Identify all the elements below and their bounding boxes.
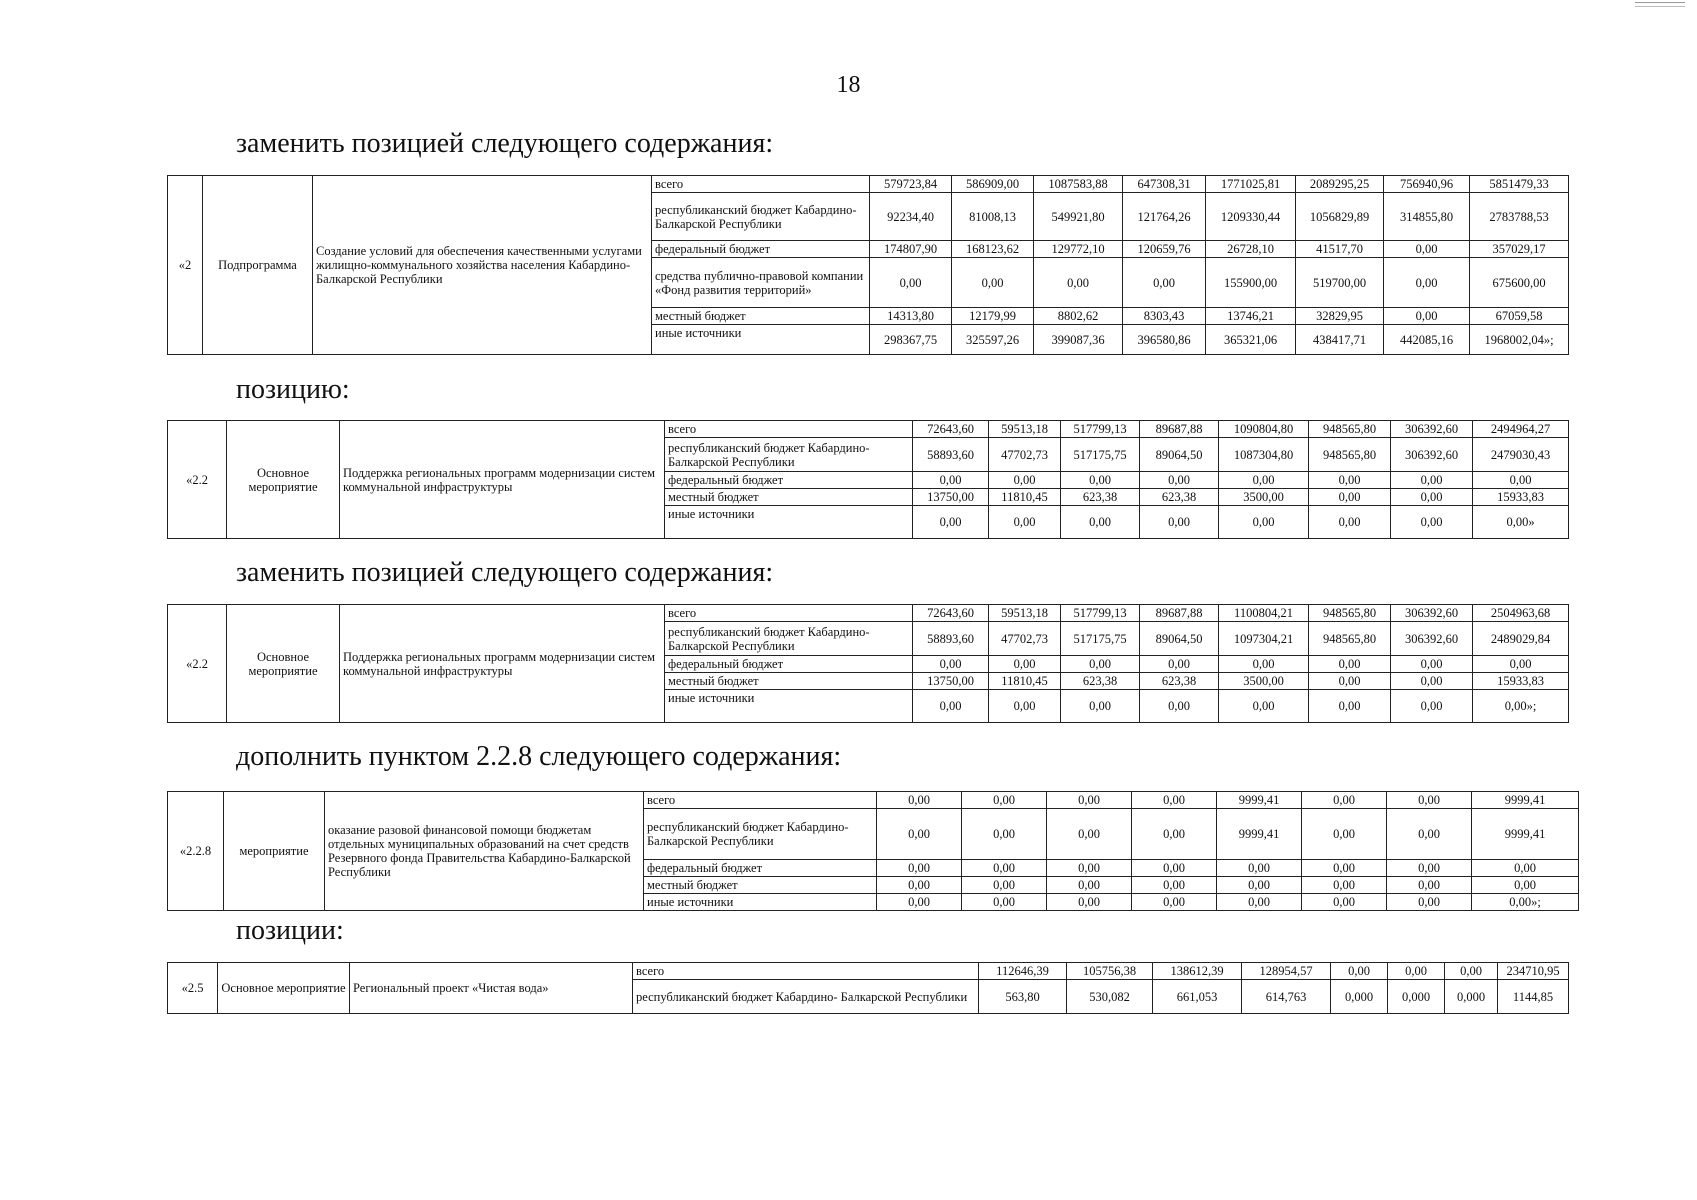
value-cell: 47702,73 bbox=[989, 438, 1061, 472]
value-cell: 0,00 bbox=[989, 506, 1061, 539]
funding-source: республиканский бюджет Кабардино- Балкарской Республики bbox=[644, 809, 877, 860]
value-cell: 0,00 bbox=[1331, 963, 1388, 980]
value-cell: 0,00 bbox=[1219, 690, 1309, 723]
value-cell: 623,38 bbox=[1061, 489, 1140, 506]
value-cell: 0,00 bbox=[1132, 792, 1217, 809]
value-cell: 0,00 bbox=[1132, 877, 1217, 894]
value-cell: 32829,95 bbox=[1296, 308, 1384, 325]
value-cell: 623,38 bbox=[1140, 673, 1219, 690]
value-cell: 0,00 bbox=[962, 809, 1047, 860]
value-cell: 15933,83 bbox=[1473, 673, 1569, 690]
value-cell: 0,00 bbox=[1309, 673, 1391, 690]
funding-source: всего bbox=[644, 792, 877, 809]
position-kind: мероприятие bbox=[224, 792, 325, 911]
value-cell: 89064,50 bbox=[1140, 438, 1219, 472]
value-cell: 9999,41 bbox=[1217, 809, 1302, 860]
value-cell: 47702,73 bbox=[989, 622, 1061, 656]
table-row bbox=[168, 792, 1579, 809]
value-cell: 1056829,89 bbox=[1296, 193, 1384, 241]
value-cell: 120659,76 bbox=[1123, 241, 1206, 258]
value-cell: 1100804,21 bbox=[1219, 605, 1309, 622]
value-cell: 12179,99 bbox=[952, 308, 1034, 325]
value-cell: 0,00 bbox=[1140, 656, 1219, 673]
value-cell: 0,00 bbox=[1061, 506, 1140, 539]
value-cell: 168123,62 bbox=[952, 241, 1034, 258]
value-cell: 1090804,80 bbox=[1219, 421, 1309, 438]
value-cell: 0,00 bbox=[1384, 241, 1470, 258]
funding-source: иные источники bbox=[652, 325, 870, 355]
value-cell: 0,00»; bbox=[1472, 894, 1579, 911]
value-cell: 0,00 bbox=[1391, 656, 1473, 673]
value-cell: 0,00 bbox=[989, 472, 1061, 489]
value-cell: 0,00 bbox=[1391, 489, 1473, 506]
value-cell: 0,00 bbox=[1391, 472, 1473, 489]
value-cell: 623,38 bbox=[1140, 489, 1219, 506]
value-cell: 517799,13 bbox=[1061, 605, 1140, 622]
value-cell: 0,00 bbox=[1384, 258, 1470, 308]
value-cell: 0,00 bbox=[1123, 258, 1206, 308]
value-cell: 586909,00 bbox=[952, 176, 1034, 193]
value-cell: 530,082 bbox=[1067, 980, 1153, 1014]
value-cell: 58893,60 bbox=[913, 438, 989, 472]
value-cell: 0,00 bbox=[1384, 308, 1470, 325]
funding-source: иные источники bbox=[644, 894, 877, 911]
value-cell: 89687,88 bbox=[1140, 421, 1219, 438]
value-cell: 0,00 bbox=[1472, 860, 1579, 877]
value-cell: 155900,00 bbox=[1206, 258, 1296, 308]
value-cell: 0,00 bbox=[1302, 894, 1387, 911]
page-number: 18 bbox=[836, 72, 861, 98]
value-cell: 623,38 bbox=[1061, 673, 1140, 690]
value-cell: 129772,10 bbox=[1034, 241, 1123, 258]
budget-table bbox=[167, 962, 1569, 1014]
value-cell: 0,00 bbox=[989, 656, 1061, 673]
value-cell: 438417,71 bbox=[1296, 325, 1384, 355]
value-cell: 0,00 bbox=[1047, 792, 1132, 809]
value-cell: 948565,80 bbox=[1309, 605, 1391, 622]
value-cell: 948565,80 bbox=[1309, 438, 1391, 472]
value-cell: 0,00 bbox=[1132, 894, 1217, 911]
position-kind: Основное мероприятие bbox=[218, 963, 350, 1014]
value-cell: 549921,80 bbox=[1034, 193, 1123, 241]
value-cell: 0,00» bbox=[1473, 506, 1569, 539]
position-kind: Основное мероприятие bbox=[227, 421, 340, 539]
value-cell: 2489029,84 bbox=[1473, 622, 1569, 656]
value-cell: 0,00 bbox=[870, 258, 952, 308]
value-cell: 0,00 bbox=[1132, 809, 1217, 860]
value-cell: 0,00 bbox=[1217, 860, 1302, 877]
position-name: оказание разовой финансовой помощи бюджетам отдельных муниципальных образований на счет средств Резервного фонда Правительства Кабардино-Балкарской Республики bbox=[325, 792, 644, 911]
value-cell: 0,00 bbox=[1140, 506, 1219, 539]
funding-source: всего bbox=[633, 963, 979, 980]
value-cell: 0,00 bbox=[1219, 472, 1309, 489]
position-kind: Основное мероприятие bbox=[227, 605, 340, 723]
value-cell: 0,00 bbox=[1387, 894, 1472, 911]
value-cell: 0,00 bbox=[1061, 656, 1140, 673]
position-name: Поддержка региональных программ модернизации систем коммунальной инфраструктуры bbox=[340, 605, 665, 723]
value-cell: 0,00 bbox=[1445, 963, 1498, 980]
value-cell: 81008,13 bbox=[952, 193, 1034, 241]
value-cell: 13750,00 bbox=[913, 489, 989, 506]
budget-table bbox=[167, 420, 1569, 539]
value-cell: 67059,58 bbox=[1470, 308, 1569, 325]
value-cell: 59513,18 bbox=[989, 421, 1061, 438]
value-cell: 0,00 bbox=[1034, 258, 1123, 308]
section-heading: заменить позицией следующего содержания: bbox=[236, 128, 774, 159]
value-cell: 11810,45 bbox=[989, 489, 1061, 506]
value-cell: 0,000 bbox=[1445, 980, 1498, 1014]
position-name: Создание условий для обеспечения качественными услугами жилищно-коммунального хозяйства населения Кабардино-Балкарской Республики bbox=[313, 176, 652, 355]
value-cell: 399087,36 bbox=[1034, 325, 1123, 355]
value-cell: 9999,41 bbox=[1472, 809, 1579, 860]
value-cell: 0,00 bbox=[877, 877, 962, 894]
value-cell: 0,00 bbox=[1047, 860, 1132, 877]
value-cell: 1144,85 bbox=[1498, 980, 1569, 1014]
value-cell: 0,00 bbox=[1219, 506, 1309, 539]
value-cell: 0,00 bbox=[962, 877, 1047, 894]
funding-source: местный бюджет bbox=[665, 489, 913, 506]
value-cell: 0,00»; bbox=[1473, 690, 1569, 723]
value-cell: 174807,90 bbox=[870, 241, 952, 258]
value-cell: 0,00 bbox=[1472, 877, 1579, 894]
position-code: «2.2 bbox=[168, 421, 227, 539]
section-heading: заменить позицией следующего содержания: bbox=[236, 557, 774, 588]
value-cell: 517175,75 bbox=[1061, 622, 1140, 656]
value-cell: 2783788,53 bbox=[1470, 193, 1569, 241]
value-cell: 0,00 bbox=[1217, 877, 1302, 894]
value-cell: 517175,75 bbox=[1061, 438, 1140, 472]
value-cell: 3500,00 bbox=[1219, 489, 1309, 506]
funding-source: республиканский бюджет Кабардино- Балкарской Республики bbox=[665, 438, 913, 472]
value-cell: 3500,00 bbox=[1219, 673, 1309, 690]
value-cell: 0,00 bbox=[1302, 809, 1387, 860]
value-cell: 0,00 bbox=[877, 860, 962, 877]
value-cell: 0,00 bbox=[1302, 792, 1387, 809]
table-row bbox=[168, 605, 1569, 622]
value-cell: 0,000 bbox=[1331, 980, 1388, 1014]
value-cell: 105756,38 bbox=[1067, 963, 1153, 980]
funding-source: местный бюджет bbox=[644, 877, 877, 894]
value-cell: 0,00 bbox=[877, 809, 962, 860]
value-cell: 306392,60 bbox=[1391, 605, 1473, 622]
value-cell: 0,00 bbox=[962, 792, 1047, 809]
value-cell: 15933,83 bbox=[1473, 489, 1569, 506]
value-cell: 128954,57 bbox=[1242, 963, 1331, 980]
value-cell: 0,00 bbox=[952, 258, 1034, 308]
value-cell: 72643,60 bbox=[913, 421, 989, 438]
value-cell: 92234,40 bbox=[870, 193, 952, 241]
budget-table bbox=[167, 175, 1569, 355]
value-cell: 1771025,81 bbox=[1206, 176, 1296, 193]
value-cell: 396580,86 bbox=[1123, 325, 1206, 355]
value-cell: 0,00 bbox=[1473, 656, 1569, 673]
value-cell: 442085,16 bbox=[1384, 325, 1470, 355]
funding-source: иные источники bbox=[665, 506, 913, 539]
value-cell: 1087304,80 bbox=[1219, 438, 1309, 472]
funding-source: федеральный бюджет bbox=[652, 241, 870, 258]
value-cell: 325597,26 bbox=[952, 325, 1034, 355]
value-cell: 8802,62 bbox=[1034, 308, 1123, 325]
funding-source: республиканский бюджет Кабардино- Балкарской Республики bbox=[665, 622, 913, 656]
position-kind: Подпрограмма bbox=[203, 176, 313, 355]
funding-source: федеральный бюджет bbox=[644, 860, 877, 877]
section-heading: позицию: bbox=[236, 374, 350, 405]
value-cell: 0,00 bbox=[1391, 673, 1473, 690]
value-cell: 2089295,25 bbox=[1296, 176, 1384, 193]
value-cell: 13746,21 bbox=[1206, 308, 1296, 325]
value-cell: 59513,18 bbox=[989, 605, 1061, 622]
funding-source: республиканский бюджет Кабардино- Балкарской Республики bbox=[652, 193, 870, 241]
value-cell: 0,00 bbox=[1473, 472, 1569, 489]
value-cell: 0,00 bbox=[989, 690, 1061, 723]
position-name: Поддержка региональных программ модернизации систем коммунальной инфраструктуры bbox=[340, 421, 665, 539]
value-cell: 9999,41 bbox=[1217, 792, 1302, 809]
value-cell: 365321,06 bbox=[1206, 325, 1296, 355]
value-cell: 0,00 bbox=[1140, 472, 1219, 489]
value-cell: 563,80 bbox=[979, 980, 1067, 1014]
value-cell: 306392,60 bbox=[1391, 438, 1473, 472]
value-cell: 0,00 bbox=[962, 894, 1047, 911]
value-cell: 357029,17 bbox=[1470, 241, 1569, 258]
value-cell: 2479030,43 bbox=[1473, 438, 1569, 472]
value-cell: 579723,84 bbox=[870, 176, 952, 193]
value-cell: 517799,13 bbox=[1061, 421, 1140, 438]
budget-table bbox=[167, 791, 1579, 911]
value-cell: 0,00 bbox=[1388, 963, 1445, 980]
value-cell: 89687,88 bbox=[1140, 605, 1219, 622]
value-cell: 0,00 bbox=[877, 792, 962, 809]
value-cell: 0,00 bbox=[1387, 860, 1472, 877]
value-cell: 0,00 bbox=[1047, 809, 1132, 860]
value-cell: 0,00 bbox=[1047, 877, 1132, 894]
value-cell: 0,00 bbox=[1047, 894, 1132, 911]
value-cell: 948565,80 bbox=[1309, 421, 1391, 438]
funding-source: местный бюджет bbox=[665, 673, 913, 690]
value-cell: 0,00 bbox=[1309, 656, 1391, 673]
value-cell: 72643,60 bbox=[913, 605, 989, 622]
value-cell: 0,00 bbox=[913, 690, 989, 723]
value-cell: 519700,00 bbox=[1296, 258, 1384, 308]
value-cell: 1097304,21 bbox=[1219, 622, 1309, 656]
value-cell: 11810,45 bbox=[989, 673, 1061, 690]
budget-table bbox=[167, 604, 1569, 723]
value-cell: 0,00 bbox=[913, 656, 989, 673]
value-cell: 112646,39 bbox=[979, 963, 1067, 980]
value-cell: 1968002,04»; bbox=[1470, 325, 1569, 355]
funding-source: республиканский бюджет Кабардино- Балкарской Республики bbox=[633, 980, 979, 1014]
value-cell: 661,053 bbox=[1153, 980, 1242, 1014]
value-cell: 647308,31 bbox=[1123, 176, 1206, 193]
value-cell: 0,00 bbox=[962, 860, 1047, 877]
funding-source: всего bbox=[665, 421, 913, 438]
value-cell: 0,00 bbox=[1217, 894, 1302, 911]
value-cell: 121764,26 bbox=[1123, 193, 1206, 241]
funding-source: местный бюджет bbox=[652, 308, 870, 325]
value-cell: 0,00 bbox=[1309, 690, 1391, 723]
value-cell: 306392,60 bbox=[1391, 622, 1473, 656]
table-row bbox=[168, 176, 1569, 193]
value-cell: 0,00 bbox=[1302, 860, 1387, 877]
value-cell: 0,00 bbox=[1132, 860, 1217, 877]
value-cell: 234710,95 bbox=[1498, 963, 1569, 980]
value-cell: 0,00 bbox=[1387, 792, 1472, 809]
value-cell: 756940,96 bbox=[1384, 176, 1470, 193]
position-code: «2.2 bbox=[168, 605, 227, 723]
value-cell: 314855,80 bbox=[1384, 193, 1470, 241]
value-cell: 2494964,27 bbox=[1473, 421, 1569, 438]
funding-source: федеральный бюджет bbox=[665, 656, 913, 673]
value-cell: 0,00 bbox=[1391, 690, 1473, 723]
value-cell: 0,00 bbox=[1140, 690, 1219, 723]
value-cell: 298367,75 bbox=[870, 325, 952, 355]
section-heading: позиции: bbox=[236, 915, 344, 946]
value-cell: 0,00 bbox=[913, 506, 989, 539]
value-cell: 13750,00 bbox=[913, 673, 989, 690]
value-cell: 0,00 bbox=[913, 472, 989, 489]
value-cell: 306392,60 bbox=[1391, 421, 1473, 438]
value-cell: 89064,50 bbox=[1140, 622, 1219, 656]
table-row bbox=[168, 421, 1569, 438]
funding-source: федеральный бюджет bbox=[665, 472, 913, 489]
funding-source: всего bbox=[665, 605, 913, 622]
value-cell: 5851479,33 bbox=[1470, 176, 1569, 193]
value-cell: 675600,00 bbox=[1470, 258, 1569, 308]
value-cell: 41517,70 bbox=[1296, 241, 1384, 258]
value-cell: 26728,10 bbox=[1206, 241, 1296, 258]
value-cell: 1087583,88 bbox=[1034, 176, 1123, 193]
section-heading: дополнить пунктом 2.2.8 следующего содержания: bbox=[236, 741, 842, 772]
position-name: Региональный проект «Чистая вода» bbox=[350, 963, 633, 1014]
value-cell: 614,763 bbox=[1242, 980, 1331, 1014]
value-cell: 0,00 bbox=[1309, 506, 1391, 539]
value-cell: 0,000 bbox=[1388, 980, 1445, 1014]
value-cell: 0,00 bbox=[1391, 506, 1473, 539]
funding-source: всего bbox=[652, 176, 870, 193]
value-cell: 0,00 bbox=[1302, 877, 1387, 894]
value-cell: 2504963,68 bbox=[1473, 605, 1569, 622]
funding-source: средства публично-правовой компании «Фонд развития территорий» bbox=[652, 258, 870, 308]
value-cell: 0,00 bbox=[1061, 472, 1140, 489]
value-cell: 1209330,44 bbox=[1206, 193, 1296, 241]
position-code: «2.2.8 bbox=[168, 792, 224, 911]
funding-source: иные источники bbox=[665, 690, 913, 723]
position-code: «2.5 bbox=[168, 963, 218, 1014]
corner-stamp-mark bbox=[1635, 2, 1685, 7]
value-cell: 14313,80 bbox=[870, 308, 952, 325]
position-code: «2 bbox=[168, 176, 203, 355]
value-cell: 0,00 bbox=[1061, 690, 1140, 723]
value-cell: 8303,43 bbox=[1123, 308, 1206, 325]
value-cell: 948565,80 bbox=[1309, 622, 1391, 656]
value-cell: 9999,41 bbox=[1472, 792, 1579, 809]
value-cell: 58893,60 bbox=[913, 622, 989, 656]
value-cell: 0,00 bbox=[1387, 809, 1472, 860]
value-cell: 0,00 bbox=[877, 894, 962, 911]
table-row bbox=[168, 963, 1569, 980]
value-cell: 0,00 bbox=[1309, 472, 1391, 489]
value-cell: 0,00 bbox=[1219, 656, 1309, 673]
value-cell: 0,00 bbox=[1309, 489, 1391, 506]
value-cell: 0,00 bbox=[1387, 877, 1472, 894]
value-cell: 138612,39 bbox=[1153, 963, 1242, 980]
